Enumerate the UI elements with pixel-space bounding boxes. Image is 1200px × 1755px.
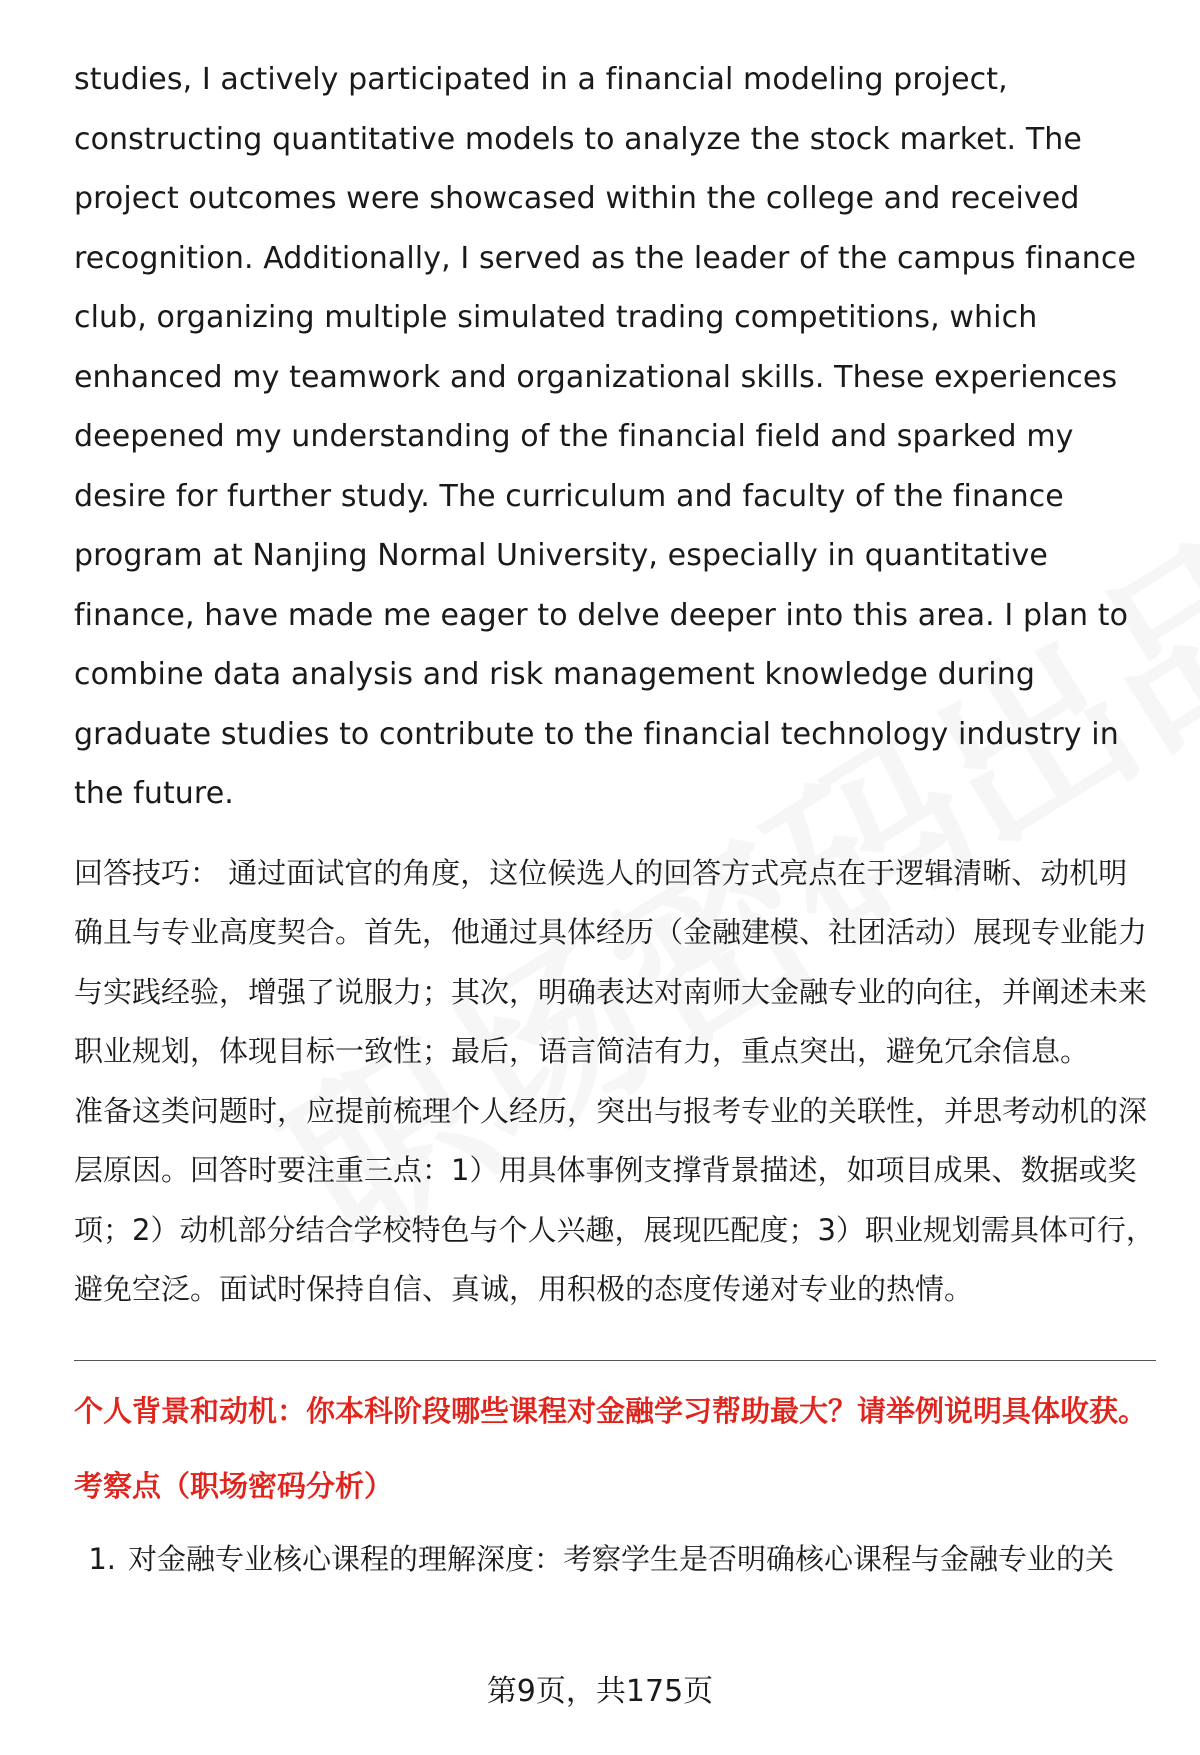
list-item-text: 对金融专业核心课程的理解深度：考察学生是否明确核心课程与金融专业的关 (128, 1541, 1115, 1576)
document-page (74, 50, 1156, 1580)
page-number: 第9页，共175页 (486, 1674, 714, 1709)
section-divider (74, 1360, 1156, 1361)
analysis-heading: 考察点（职场密码分析） (74, 1468, 394, 1503)
answer-paragraph: studies, I actively participated in a financial modeling project, constructing quantitative models to analyze the stock market. The project outcomes were showcased within the college and received recognition. Additionally, I served as the leader of the campus finance club, organizing multiple simulated trading competitions, which enhanced my teamwork and organizational skills. These experiences deepened my understanding of the financial field and sparked my desire for further study. The curriculum and faculty of the finance program at Nanjing Normal University, especially in quantitative finance, have made me eager to delve deeper into this area. I plan to combine data analysis and risk management knowledge during graduate studies to contribute to the financial technology industry in the future. (74, 62, 1137, 811)
spacer (74, 824, 1156, 844)
question-title: 个人背景和动机：你本科阶段哪些课程对金融学习帮助最大？请举例说明具体收获。 (74, 1393, 1148, 1428)
list-item-number: 1. (88, 1541, 116, 1576)
prep-paragraph: 准备这类问题时，应提前梳理个人经历，突出与报考专业的关联性，并思考动机的深层原因。回答时要注重三点：1）用具体事例支撑背景描述，如项目成果、数据或奖项；2）动机部分结合学校特色与个人兴趣，展现匹配度；3）职业规划需具体可行，避免空泛。面试时保持自信、真诚，用积极的态度传递对专业的热情。 (74, 1093, 1155, 1306)
list-item (74, 1539, 1156, 1580)
tips-paragraph: 回答技巧： 通过面试官的角度，这位候选人的回答方式亮点在于逻辑清晰、动机明确且与专业高度契合。首先，他通过具体经历（金融建模、社团活动）展现专业能力与实践经验，增强了说服力；其次，明确表达对南师大金融专业的向往，并阐述未来职业规划，体现目标一致性；最后，语言简洁有力，重点突出，避免冗余信息。 (74, 855, 1148, 1068)
